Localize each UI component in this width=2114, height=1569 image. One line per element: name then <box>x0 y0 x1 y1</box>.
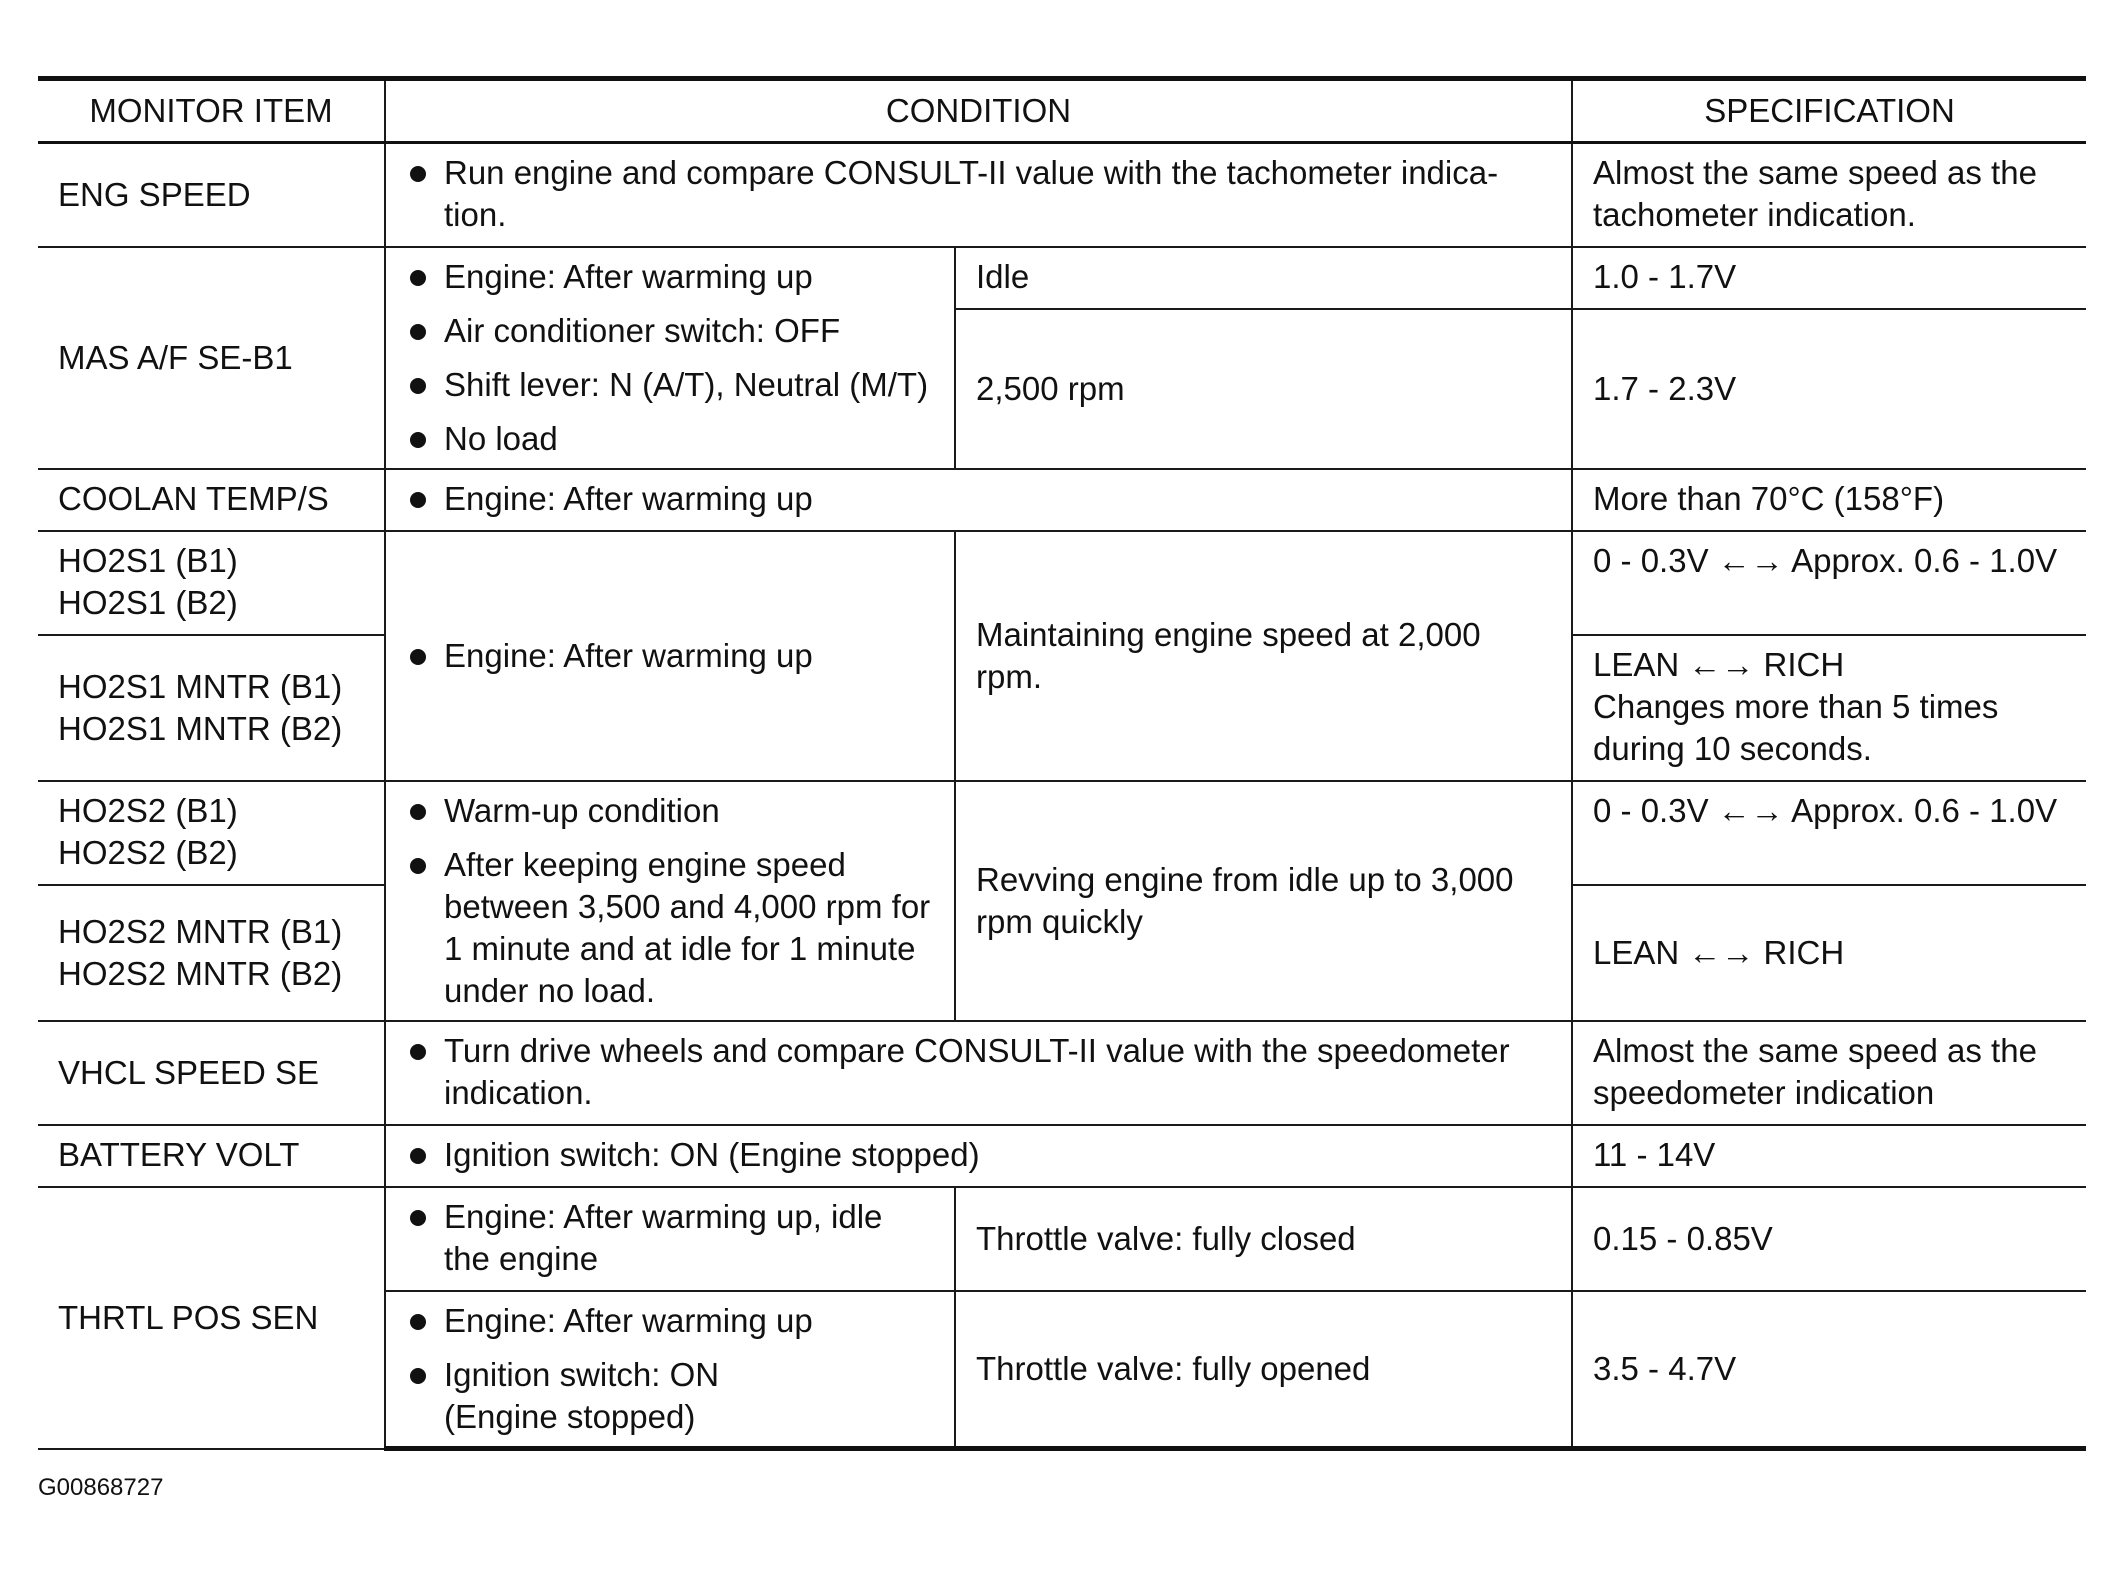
condition-list <box>406 1134 1551 1176</box>
specification-cell: 3.5 - 4.7V <box>1572 1291 2086 1449</box>
monitor-item-cell: MAS A/F SE-B1 <box>38 247 385 469</box>
bullet-icon <box>410 270 426 286</box>
state-cell: 2,500 rpm <box>955 309 1572 469</box>
state-cell: Maintaining engine speed at 2,000 rpm. <box>955 531 1572 781</box>
condition-cell <box>385 1187 955 1291</box>
header-condition: CONDITION <box>385 79 1572 143</box>
specification-cell: Almost the same speed as the speedometer indication <box>1572 1021 2086 1125</box>
condition-cell <box>385 247 955 469</box>
specification-cell: 1.7 - 2.3V <box>1572 309 2086 469</box>
list-item: Engine: After warming up <box>406 635 934 677</box>
list-item: Air conditioner switch: OFF <box>406 310 934 352</box>
list-item: Shift lever: N (A/T), Neutral (M/T) <box>406 364 934 406</box>
condition-list <box>406 256 934 460</box>
header-row <box>38 79 2086 143</box>
bullet-icon <box>410 1314 426 1330</box>
monitor-item-cell: COOLAN TEMP/S <box>38 469 385 531</box>
monitor-item-cell: HO2S2 MNTR (B1) HO2S2 MNTR (B2) <box>38 885 385 1021</box>
specification-cell: More than 70°C (158°F) <box>1572 469 2086 531</box>
list-item: Engine: After warming up, idle the engine <box>406 1196 934 1280</box>
condition-list <box>406 1196 934 1280</box>
table-row <box>38 781 2086 885</box>
state-cell: Throttle valve: fully opened <box>955 1291 1572 1449</box>
list-item: Engine: After warming up <box>406 256 934 298</box>
list-item: Ignition switch: ON (Engine stopped) <box>406 1134 1551 1176</box>
state-cell: Throttle valve: fully closed <box>955 1187 1572 1291</box>
table-row <box>38 1125 2086 1187</box>
monitor-item-cell: BATTERY VOLT <box>38 1125 385 1187</box>
state-cell: Idle <box>955 247 1572 309</box>
list-item: No load <box>406 418 934 460</box>
bullet-icon <box>410 804 426 820</box>
list-item: Warm-up condition <box>406 790 934 832</box>
bullet-icon <box>410 1044 426 1060</box>
specification-cell: 0 - 0.3V ←→ Approx. 0.6 - 1.0V <box>1572 531 2086 635</box>
monitor-item-cell: HO2S1 (B1) HO2S1 (B2) <box>38 531 385 635</box>
header-monitor-item: MONITOR ITEM <box>38 79 385 143</box>
bullet-icon <box>410 492 426 508</box>
condition-cell <box>385 1291 955 1449</box>
bullet-icon <box>410 1148 426 1164</box>
bullet-icon <box>410 378 426 394</box>
table-row <box>38 143 2086 247</box>
specification-cell: LEAN ←→ RICH Changes more than 5 times during 10 seconds. <box>1572 635 2086 781</box>
condition-list <box>406 1300 934 1438</box>
list-item: Ignition switch: ON (Engine stopped) <box>406 1354 934 1438</box>
bullet-icon <box>410 858 426 874</box>
specification-cell: 0.15 - 0.85V <box>1572 1187 2086 1291</box>
list-item: Engine: After warming up <box>406 1300 934 1342</box>
condition-cell <box>385 1021 1572 1125</box>
bullet-icon <box>410 649 426 665</box>
specification-cell: 11 - 14V <box>1572 1125 2086 1187</box>
table-row <box>38 531 2086 635</box>
bullet-icon <box>410 1210 426 1226</box>
figure-id: G00868727 <box>38 1474 164 1501</box>
bullet-icon <box>410 1368 426 1384</box>
monitor-item-cell: THRTL POS SEN <box>38 1187 385 1449</box>
condition-list <box>406 478 1551 520</box>
table-row <box>38 469 2086 531</box>
monitor-item-cell: VHCL SPEED SE <box>38 1021 385 1125</box>
specification-cell: Almost the same speed as the tachometer indication. <box>1572 143 2086 247</box>
specification-cell: LEAN ←→ RICH <box>1572 885 2086 1021</box>
list-item: Engine: After warming up <box>406 478 1551 520</box>
bullet-icon <box>410 166 426 182</box>
monitor-spec-table <box>38 76 2086 1451</box>
condition-cell <box>385 143 1572 247</box>
header-specification: SPECIFICATION <box>1572 79 2086 143</box>
condition-list <box>406 790 934 1012</box>
bullet-icon <box>410 432 426 448</box>
condition-cell <box>385 781 955 1021</box>
monitor-item-cell: HO2S1 MNTR (B1) HO2S1 MNTR (B2) <box>38 635 385 781</box>
condition-cell <box>385 469 1572 531</box>
list-item: Turn drive wheels and compare CONSULT-II value with the speedometer indication. <box>406 1030 1551 1114</box>
condition-cell <box>385 531 955 781</box>
monitor-item-cell: ENG SPEED <box>38 143 385 247</box>
table-row <box>38 1187 2086 1291</box>
table-row <box>38 247 2086 309</box>
specification-cell: 0 - 0.3V ←→ Approx. 0.6 - 1.0V <box>1572 781 2086 885</box>
condition-list <box>406 1030 1551 1114</box>
condition-list <box>406 635 934 677</box>
table-row <box>38 1021 2086 1125</box>
condition-list <box>406 152 1551 236</box>
condition-cell <box>385 1125 1572 1187</box>
state-cell: Revving engine from idle up to 3,000 rpm quickly <box>955 781 1572 1021</box>
monitor-item-cell: HO2S2 (B1) HO2S2 (B2) <box>38 781 385 885</box>
list-item: After keeping engine speed between 3,500 and 4,000 rpm for 1 minute and at idle for 1 minute under no load. <box>406 844 934 1012</box>
bullet-icon <box>410 324 426 340</box>
specification-cell: 1.0 - 1.7V <box>1572 247 2086 309</box>
list-item: Run engine and compare CONSULT-II value with the tachometer indica-tion. <box>406 152 1551 236</box>
